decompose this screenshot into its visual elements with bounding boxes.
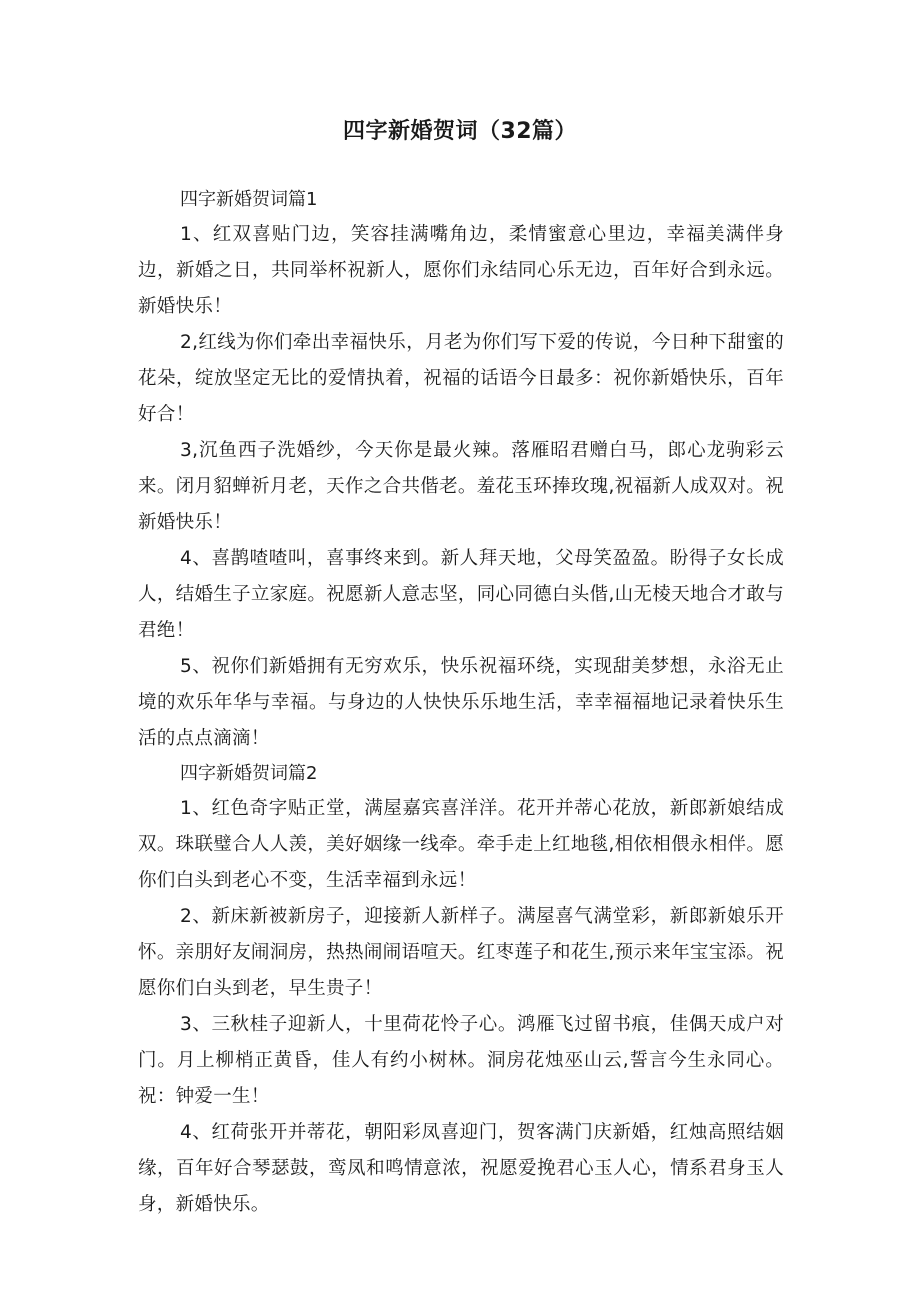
page-title: 四字新婚贺词（32篇）	[342, 119, 578, 144]
paragraph: 5、祝你们新婚拥有无穷欢乐，快乐祝福环绕，实现甜美梦想，永浴无止境的欢乐年华与幸福。与身边的人快快乐乐地生活，幸幸福福地记录着快乐生活的点点滴滴！	[138, 656, 784, 749]
paragraph: 2,红线为你们牵出幸福快乐，月老为你们写下爱的传说，今日种下甜蜜的花朵，绽放坚定无比的爱情执着，祝福的话语今日最多：祝你新婚快乐，百年好合！	[138, 332, 784, 425]
paragraph: 4、红荷张开并蒂花，朝阳彩凤喜迎门，贺客满门庆新婚，红烛高照结姻缘，百年好合琴瑟鼓，鸾凤和鸣情意浓，祝愿爱挽君心玉人心，情系君身玉人身，新婚快乐。	[138, 1122, 784, 1215]
section-heading: 四字新婚贺词篇2	[180, 763, 318, 784]
paragraph: 1、红双喜贴门边，笑容挂满嘴角边，柔情蜜意心里边，幸福美满伴身边，新婚之日，共同举杯祝新人，愿你们永结同心乐无边，百年好合到永远。新婚快乐！	[138, 224, 784, 317]
paragraph: 3,沉鱼西子洗婚纱，今天你是最火辣。落雁昭君赠白马，郎心龙驹彩云来。闭月貂蝉祈月老，天作之合共偕老。羞花玉环捧玫瑰,祝福新人成双对。祝新婚快乐！	[138, 440, 784, 533]
paragraph: 4、喜鹊喳喳叫，喜事终来到。新人拜天地，父母笑盈盈。盼得子女长成人，结婚生子立家庭。祝愿新人意志坚，同心同德白头偕,山无棱天地合才敢与君绝！	[138, 548, 784, 641]
paragraph: 1、红色奇字贴正堂，满屋嘉宾喜洋洋。花开并蒂心花放，新郎新娘结成双。珠联璧合人人羡，美好姻缘一线牵。牵手走上红地毯,相依相偎永相伴。愿你们白头到老心不变，生活幸福到永远！	[138, 798, 784, 891]
paragraph: 3、三秋桂子迎新人，十里荷花怜子心。鸿雁飞过留书痕，佳偶天成户对门。月上柳梢正黄昏，佳人有约小树林。洞房花烛巫山云,誓言今生永同心。祝：钟爱一生！	[138, 1014, 784, 1107]
section-heading: 四字新婚贺词篇1	[180, 189, 318, 210]
document-body	[138, 183, 784, 1223]
paragraph: 2、新床新被新房子，迎接新人新样子。满屋喜气满堂彩，新郎新娘乐开怀。亲朋好友闹洞房，热热闹闹语喧天。红枣莲子和花生,预示来年宝宝添。祝愿你们白头到老，早生贵子！	[138, 906, 784, 999]
